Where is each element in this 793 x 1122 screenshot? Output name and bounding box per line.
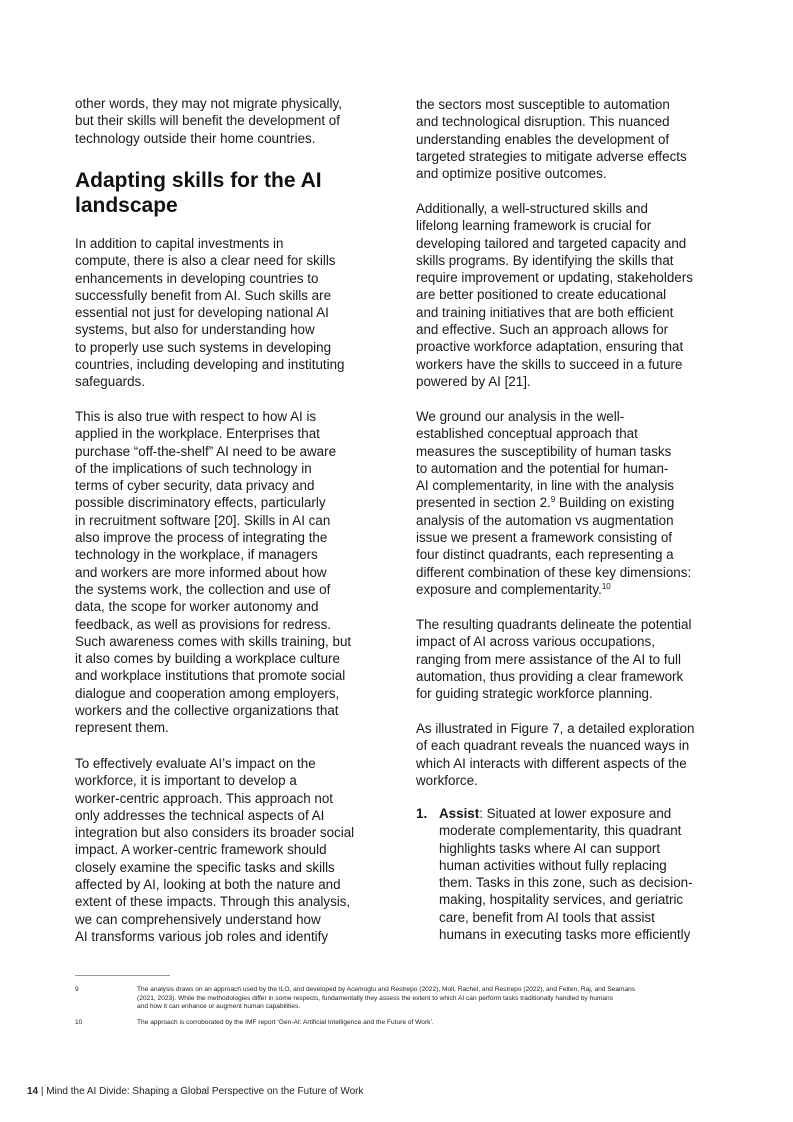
paragraph-lines: [416, 408, 691, 494]
text-line: four distinct quadrants, each representing a: [416, 547, 674, 563]
text-line: successfully benefit from AI. Such skills are: [75, 287, 332, 303]
paragraph: [416, 616, 691, 702]
text-line: worker-centric approach. This approach not: [75, 790, 334, 806]
text-line: integration but also considers its broader social: [75, 825, 355, 841]
text-line: which AI interacts with different aspects of the: [416, 755, 687, 771]
text-line: understanding enables the development of: [416, 131, 670, 147]
text-line: of the implications of such technology in: [75, 460, 312, 476]
footnote-number: 9: [75, 986, 79, 993]
text-line: enhancements in developing countries to: [75, 270, 319, 286]
section-heading: [75, 168, 322, 218]
text-line: represent them.: [75, 720, 169, 736]
text-line: skills programs. By identifying the skills that: [416, 252, 674, 268]
text: presented in section 2.: [416, 495, 551, 511]
text-line: and workers are more informed about how: [75, 564, 327, 580]
text-line: data, the scope for worker autonomy and: [75, 599, 319, 615]
footnote-text: [137, 986, 635, 1012]
text-line: workforce.: [416, 772, 478, 788]
text-line: automation, thus providing a clear framework: [416, 668, 684, 684]
text-line: The approach is corroborated by the IMF report ‘Gen-AI: Artificial Intelligence and the Future of Work’.: [137, 1019, 434, 1026]
text-line: To effectively evaluate AI’s impact on the: [75, 756, 316, 771]
heading-line: landscape: [75, 194, 178, 217]
footnote-ref-9[interactable]: 9: [550, 495, 556, 505]
text-line: countries, including developing and instituting: [75, 357, 345, 373]
text-line: affected by AI, looking at both the nature and: [75, 877, 341, 893]
text-line: essential not just for developing national AI: [75, 305, 329, 321]
text-line: feedback, as well as provisions for redress.: [75, 616, 332, 632]
text-line: only addresses the technical aspects of AI: [75, 807, 325, 823]
text-line: extent of these impacts. Through this analysis,: [75, 894, 351, 910]
text-line: and how it can enhance or augment human capabilities.: [137, 1003, 301, 1011]
text-line: we can comprehensively understand how: [75, 911, 321, 927]
text-line: lifelong learning framework is crucial for: [416, 218, 652, 234]
text-line: possible discriminatory effects, particularly: [75, 495, 326, 511]
text-line: making, hospitality services, and geriatric: [439, 892, 684, 908]
text-line: targeted strategies to mitigate adverse effects: [416, 148, 687, 164]
paragraph: [416, 96, 687, 182]
text-line: to properly use such systems in developing: [75, 339, 332, 355]
footnote-10: [75, 1019, 434, 1028]
text-line: workers and the collective organizations that: [75, 703, 339, 719]
text-line: for guiding strategic workforce planning.: [416, 686, 653, 702]
text-line: dialogue and cooperation among employers,: [75, 685, 340, 701]
text-line: technology outside their home countries.: [75, 130, 316, 146]
text-line: care, benefit from AI tools that assist: [439, 909, 655, 925]
text-line: AI transforms various job roles and identify: [75, 928, 329, 944]
text-line: the sectors most susceptible to automation: [416, 97, 670, 112]
text-line: developing tailored and targeted capacity and: [416, 235, 687, 251]
page-number: 14: [27, 1086, 39, 1097]
text-line: systems, but also for understanding how: [75, 322, 315, 338]
footnote-text: [137, 1019, 434, 1028]
document-title: Mind the AI Divide: Shaping a Global Perspective on the Future of Work: [46, 1086, 364, 1097]
text-line: applied in the workplace. Enterprises that: [75, 426, 320, 442]
text-line: other words, they may not migrate physically,: [75, 96, 342, 111]
text-line: proactive workforce adaptation, ensuring that: [416, 339, 684, 355]
text-line: purchase “off-the-shelf” AI need to be aware: [75, 443, 337, 459]
text-line: terms of cyber security, data privacy and: [75, 478, 315, 494]
paragraph: [416, 200, 693, 390]
paragraph: [75, 408, 351, 737]
text-line: them. Tasks in this zone, such as decision-: [439, 875, 693, 891]
text-line: and technological disruption. This nuanced: [416, 114, 670, 130]
text: : Situated at lower exposure and: [479, 806, 672, 821]
footnote-divider: [75, 975, 170, 976]
text-line: in recruitment software [20]. Skills in AI can: [75, 512, 331, 528]
text-line: As illustrated in Figure 7, a detailed exploration: [416, 721, 695, 736]
footnote-9: [75, 986, 635, 1012]
text-line: technology in the workplace, if managers: [75, 547, 318, 563]
paragraph: [75, 95, 342, 147]
paragraph: [416, 408, 691, 598]
footnote-number: 10: [75, 1019, 83, 1026]
text-line: analysis of the automation vs augmentation: [416, 512, 674, 528]
text-line: but their skills will benefit the development of: [75, 113, 340, 129]
text-line: humans in executing tasks more efficiently: [439, 927, 691, 943]
text-line: require improvement or updating, stakeholders: [416, 270, 693, 286]
text-line: The resulting quadrants delineate the potential: [416, 617, 692, 632]
separator: |: [38, 1086, 47, 1097]
text-line: and training initiatives that are both efficient: [416, 304, 674, 320]
list-term: Assist: [439, 806, 480, 821]
text: exposure and complementarity.: [416, 581, 602, 597]
text-line: In addition to capital investments in: [75, 236, 284, 251]
text-line: are better positioned to create educational: [416, 287, 667, 303]
text-line: highlights tasks where AI can support: [439, 840, 661, 856]
numbered-list-item: [416, 805, 693, 943]
text-line: and optimize positive outcomes.: [416, 166, 607, 182]
paragraph: [75, 235, 344, 391]
list-first-line: [439, 805, 693, 822]
heading-line: Adapting skills for the AI: [75, 169, 322, 192]
footnote-ref-10[interactable]: 10: [601, 581, 611, 591]
text-line: issue we present a framework consisting of: [416, 530, 673, 546]
text-line: also improve the process of integrating the: [75, 530, 328, 546]
text-line: impact. A worker-centric framework should: [75, 842, 327, 858]
text-line: This is also true with respect to how AI is: [75, 409, 317, 424]
text-line: workers have the skills to succeed in a future: [416, 356, 683, 372]
paragraph: [416, 720, 694, 789]
text-line: workforce, it is important to develop a: [75, 773, 297, 789]
text-line: compute, there is also a clear need for skills: [75, 253, 336, 269]
text-line: established conceptual approach that: [416, 426, 638, 442]
text-line: Additionally, a well-structured skills and: [416, 201, 648, 216]
text-line: human activities without fully replacing: [439, 857, 667, 873]
text-line: and workplace institutions that promote social: [75, 668, 346, 684]
text: Building on existing: [555, 495, 675, 511]
text-line: ranging from mere assistance of the AI to full: [416, 651, 681, 667]
text-line: The analysis draws on an approach used by the ILO, and developed by Acemoglu and Restrepo (2022), Moll, Rachel, and Restrepo (2022), and Felten, Raj, and Seamans: [137, 986, 636, 993]
text-line: measures the susceptibility of human tasks: [416, 443, 672, 459]
text-line: Such awareness comes with skills training, but: [75, 633, 352, 649]
text-line: impact of AI across various occupations,: [416, 634, 655, 650]
text-line: the systems work, the collection and use of: [75, 581, 331, 597]
text-line: different combination of these key dimensions:: [416, 564, 692, 580]
text-line: powered by AI [21].: [416, 373, 531, 389]
text-line: AI complementarity, in line with the analysis: [416, 478, 675, 494]
text-line: of each quadrant reveals the nuanced ways in: [416, 738, 690, 754]
text-line: to automation and the potential for human-: [416, 460, 669, 476]
text-line: closely examine the specific tasks and skills: [75, 859, 335, 875]
text-line: moderate complementarity, this quadrant: [439, 823, 682, 839]
text-line: safeguards.: [75, 374, 145, 390]
paragraph: [75, 755, 354, 945]
text-line: (2021, 2023). While the methodologies differ in some respects, fundamentally they assess the extent to which AI can perform tasks traditionally handled by humans: [137, 994, 613, 1002]
paragraph-lines: [416, 512, 691, 581]
line-with-footnote: [416, 581, 691, 598]
page-footer: [27, 1086, 364, 1097]
list-lines: [439, 822, 693, 943]
line-with-footnote: [416, 494, 691, 511]
text-line: it also comes by building a workplace culture: [75, 651, 340, 667]
text-line: and effective. Such an approach allows for: [416, 322, 669, 338]
list-number: 1.: [416, 806, 428, 821]
text-line: We ground our analysis in the well-: [416, 409, 625, 424]
